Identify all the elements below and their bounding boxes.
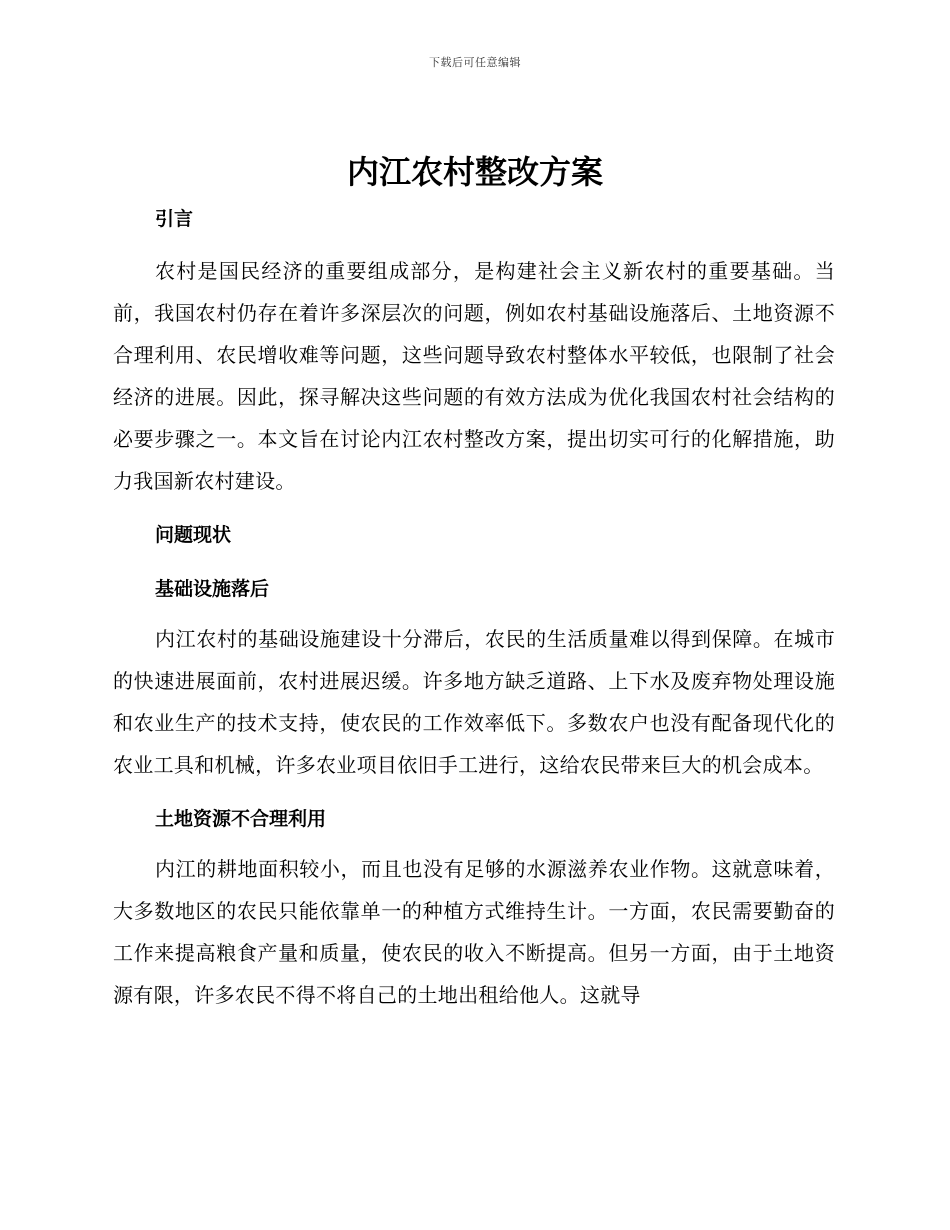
heading-infrastructure: 基础设施落后 — [155, 578, 270, 600]
paragraph-land-resources: 内江的耕地面积较小，而且也没有足够的水源滋养农业作物。这就意味着，大多数地区的农民只能依靠单一的种植方式维持生计。一方面，农民需要勤奋的工作来提高粮食产量和质量，使农民的收入不断提高。但另一方面，由于土地资源有限，许多农民不得不将自己的土地出租给他人。这就导 — [113, 857, 835, 1007]
paragraph-infrastructure: 内江农村的基础设施建设十分滞后，农民的生活质量难以得到保障。在城市的快速进展面前，农村进展迟缓。许多地方缺乏道路、上下水及废弃物处理设施和农业生产的技术支持，使农民的工作效率低下。多数农户也没有配备现代化的农业工具和机械，许多农业项目依旧手工进行，这给农民带来巨大的机会成本。 — [113, 627, 835, 777]
heading-current-issues: 问题现状 — [155, 524, 232, 546]
header-note: 下载后可任意编辑 — [429, 56, 521, 69]
heading-introduction: 引言 — [155, 208, 194, 230]
heading-land-resources: 土地资源不合理利用 — [155, 808, 327, 830]
document-title: 内江农村整改方案 — [346, 153, 603, 191]
paragraph-introduction: 农村是国民经济的重要组成部分，是构建社会主义新农村的重要基础。当前，我国农村仍存在着许多深层次的问题，例如农村基础设施落后、土地资源不合理利用、农民增收难等问题，这些问题导致农村整体水平较低，也限制了社会经济的进展。因此，探寻解决这些问题的有效方法成为优化我国农村社会结构的必要步骤之一。本文旨在讨论内江农村整改方案，提出切实可行的化解措施，助力我国新农村建设。 — [113, 259, 835, 493]
document-body — [113, 198, 835, 1016]
